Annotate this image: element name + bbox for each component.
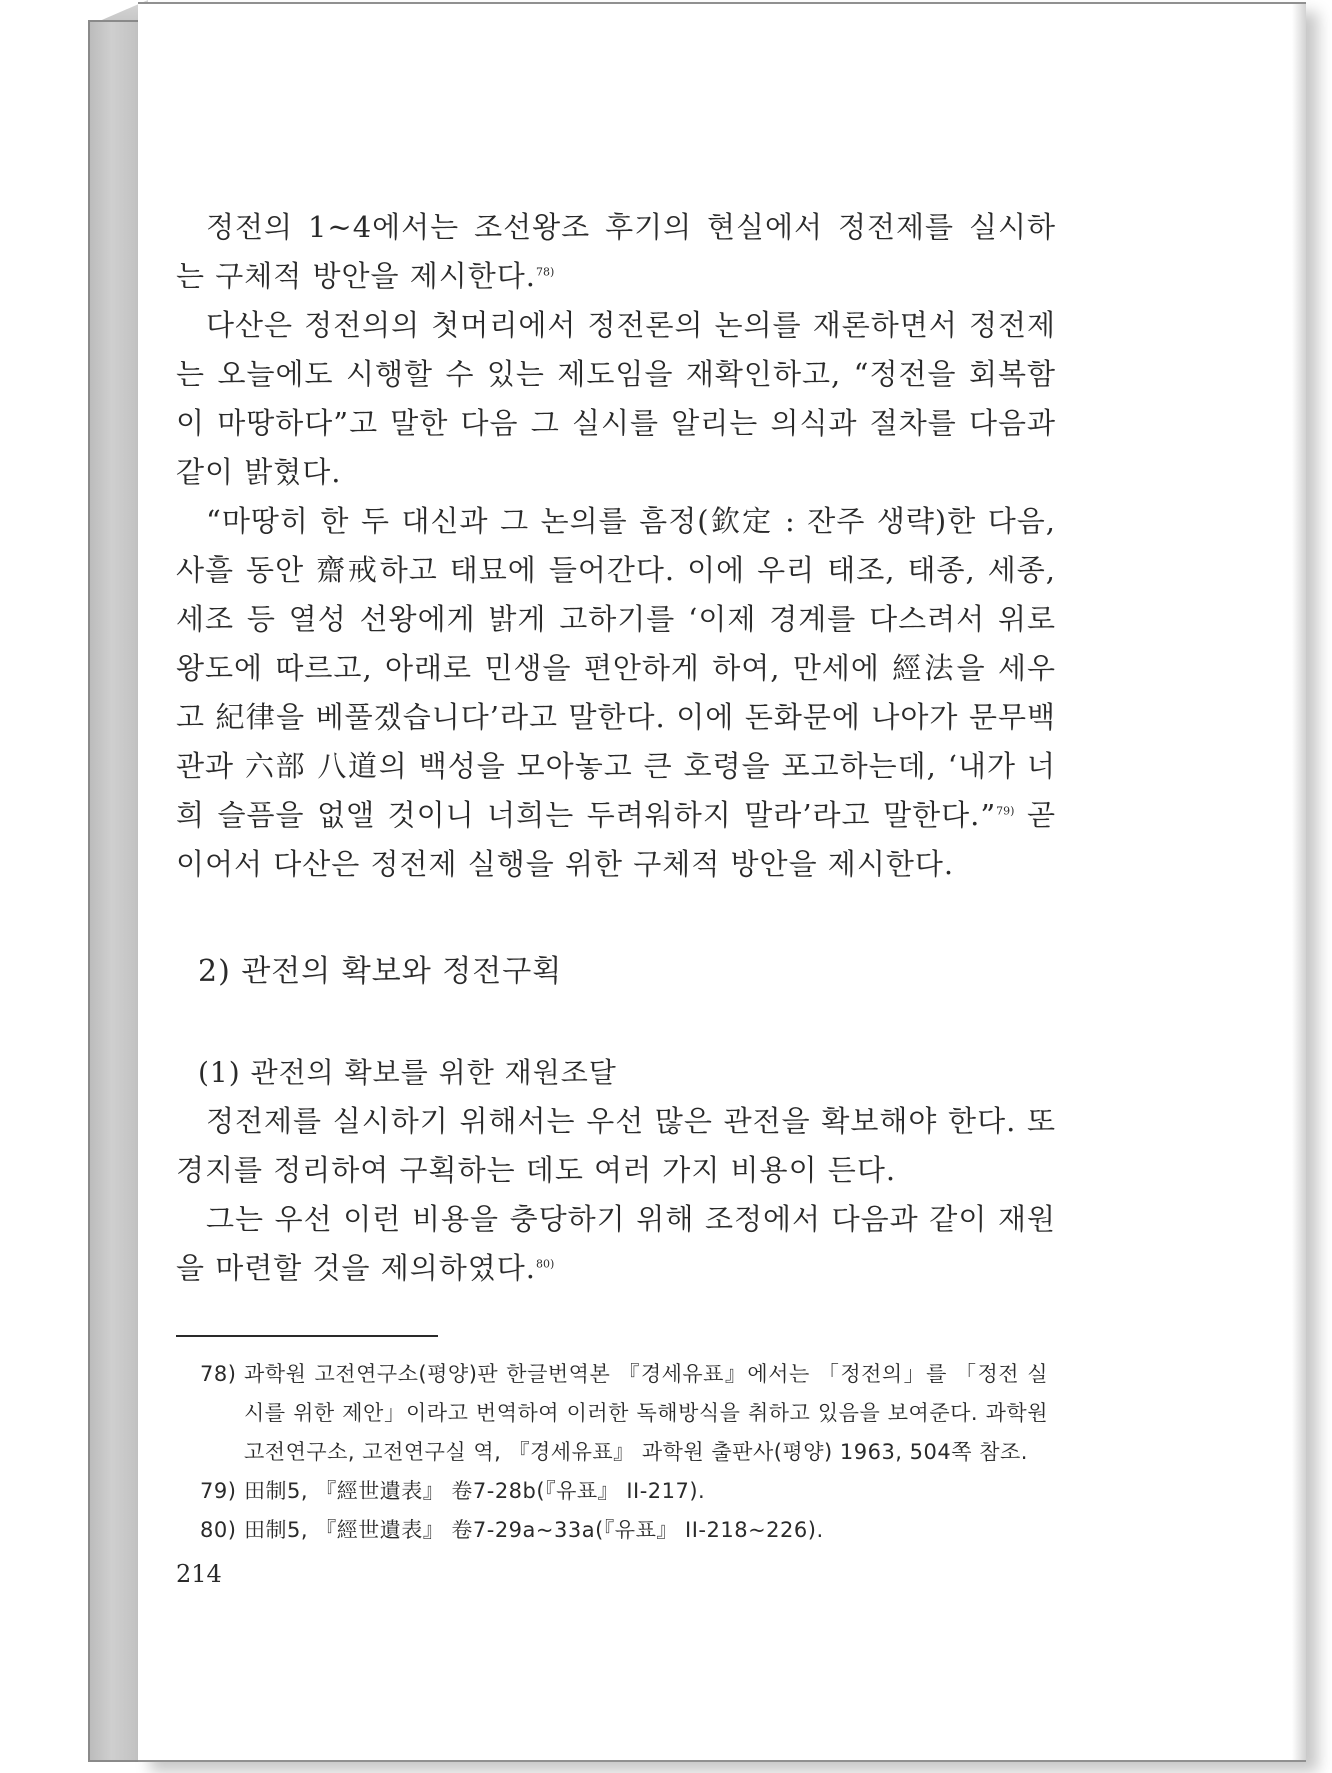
footnote-text: 田制5, 『經世遺表』 卷7-28b(『유표』 II-217).	[244, 1479, 706, 1503]
paragraph-4-text: 곧 이어서 다산은 정전제 실행을 위한 구체적 방안을 제시한다.	[176, 798, 1056, 881]
page-edge-shade	[1292, 4, 1306, 1760]
page-number: 214	[176, 1560, 222, 1588]
footnote-text: 과학원 고전연구소(평양)판 한글번역본 『경세유표』에서는 「정전의」를 「정전 실시를 위한 제안」이라고 번역하여 이러한 독해방식을 취하고 있음을 보여준다. 과학원 고전연구소, 고전연구실 역, 『경세유표』 과학원 출판사(평양) 1963, 504쪽 참조.	[244, 1362, 1048, 1464]
book-spine	[88, 20, 140, 1762]
page-content	[176, 203, 1056, 1550]
footnote-ref-79: 79)	[996, 804, 1015, 818]
footnote-number: 78)	[200, 1362, 237, 1386]
paragraph-1	[176, 203, 1056, 301]
paragraph-3-quote	[176, 497, 1056, 889]
paragraph-6	[176, 1195, 1056, 1293]
subsection-heading: (1) 관전의 확보를 위한 재원조달	[198, 1056, 617, 1089]
footnote-ref-80: 80)	[536, 1257, 555, 1271]
footnote-item	[200, 1472, 1056, 1511]
footnotes	[176, 1355, 1056, 1550]
footnote-number: 79)	[200, 1479, 237, 1503]
paragraph-5	[176, 1097, 1056, 1195]
paragraph-2-text: 다산은 정전의의 첫머리에서 정전론의 논의를 재론하면서 정전제는 오늘에도 시행할 수 있는 제도임을 재확인하고, “정전을 회복함이 마땅하다”고 말한 다음 그 실시를 알리는 의식과 절차를 다음과 같이 밝혔다.	[176, 308, 1056, 489]
footnote-divider	[176, 1335, 438, 1337]
footnote-ref-78: 78)	[536, 265, 555, 279]
footnote-item	[200, 1355, 1056, 1472]
footnote-item	[200, 1511, 1056, 1550]
paragraph-5-text: 정전제를 실시하기 위해서는 우선 많은 관전을 확보해야 한다. 또 경지를 정리하여 구획하는 데도 여러 가지 비용이 든다.	[176, 1104, 1056, 1187]
section-heading: 2) 관전의 확보와 정전구획	[198, 954, 563, 989]
paragraph-2	[176, 301, 1056, 497]
paragraph-3-text: “마땅히 한 두 대신과 그 논의를 흠정(欽定 : 잔주 생략)한 다음, 사흘 동안 齋戒하고 태묘에 들어간다. 이에 우리 태조, 태종, 세종, 세조 등 열성 선왕에게 밝게 고하기를 ‘이제 경계를 다스려서 위로 왕도에 따르고, 아래로 민생을 편안하게 하여, 만세에 經法을 세우고 紀律을 베풀겠습니다’라고 말한다. 이에 돈화문에 나아가 문무백관과 六部 八道의 백성을 모아놓고 큰 호령을 포고하는데, ‘내가 너희 슬픔을 없앨 것이니 너희는 두려워하지 말라’라고 말한다.”	[176, 504, 1056, 832]
footnote-text: 田制5, 『經世遺表』 卷7-29a~33a(『유표』 II-218~226).	[244, 1518, 824, 1542]
paragraph-1-text: 정전의 1~4에서는 조선왕조 후기의 현실에서 정전제를 실시하는 구체적 방안을 제시한다.	[176, 210, 1056, 293]
paragraph-6-text: 그는 우선 이런 비용을 충당하기 위해 조정에서 다음과 같이 재원을 마련할 것을 제의하였다.	[176, 1202, 1056, 1285]
footnote-number: 80)	[200, 1518, 237, 1542]
